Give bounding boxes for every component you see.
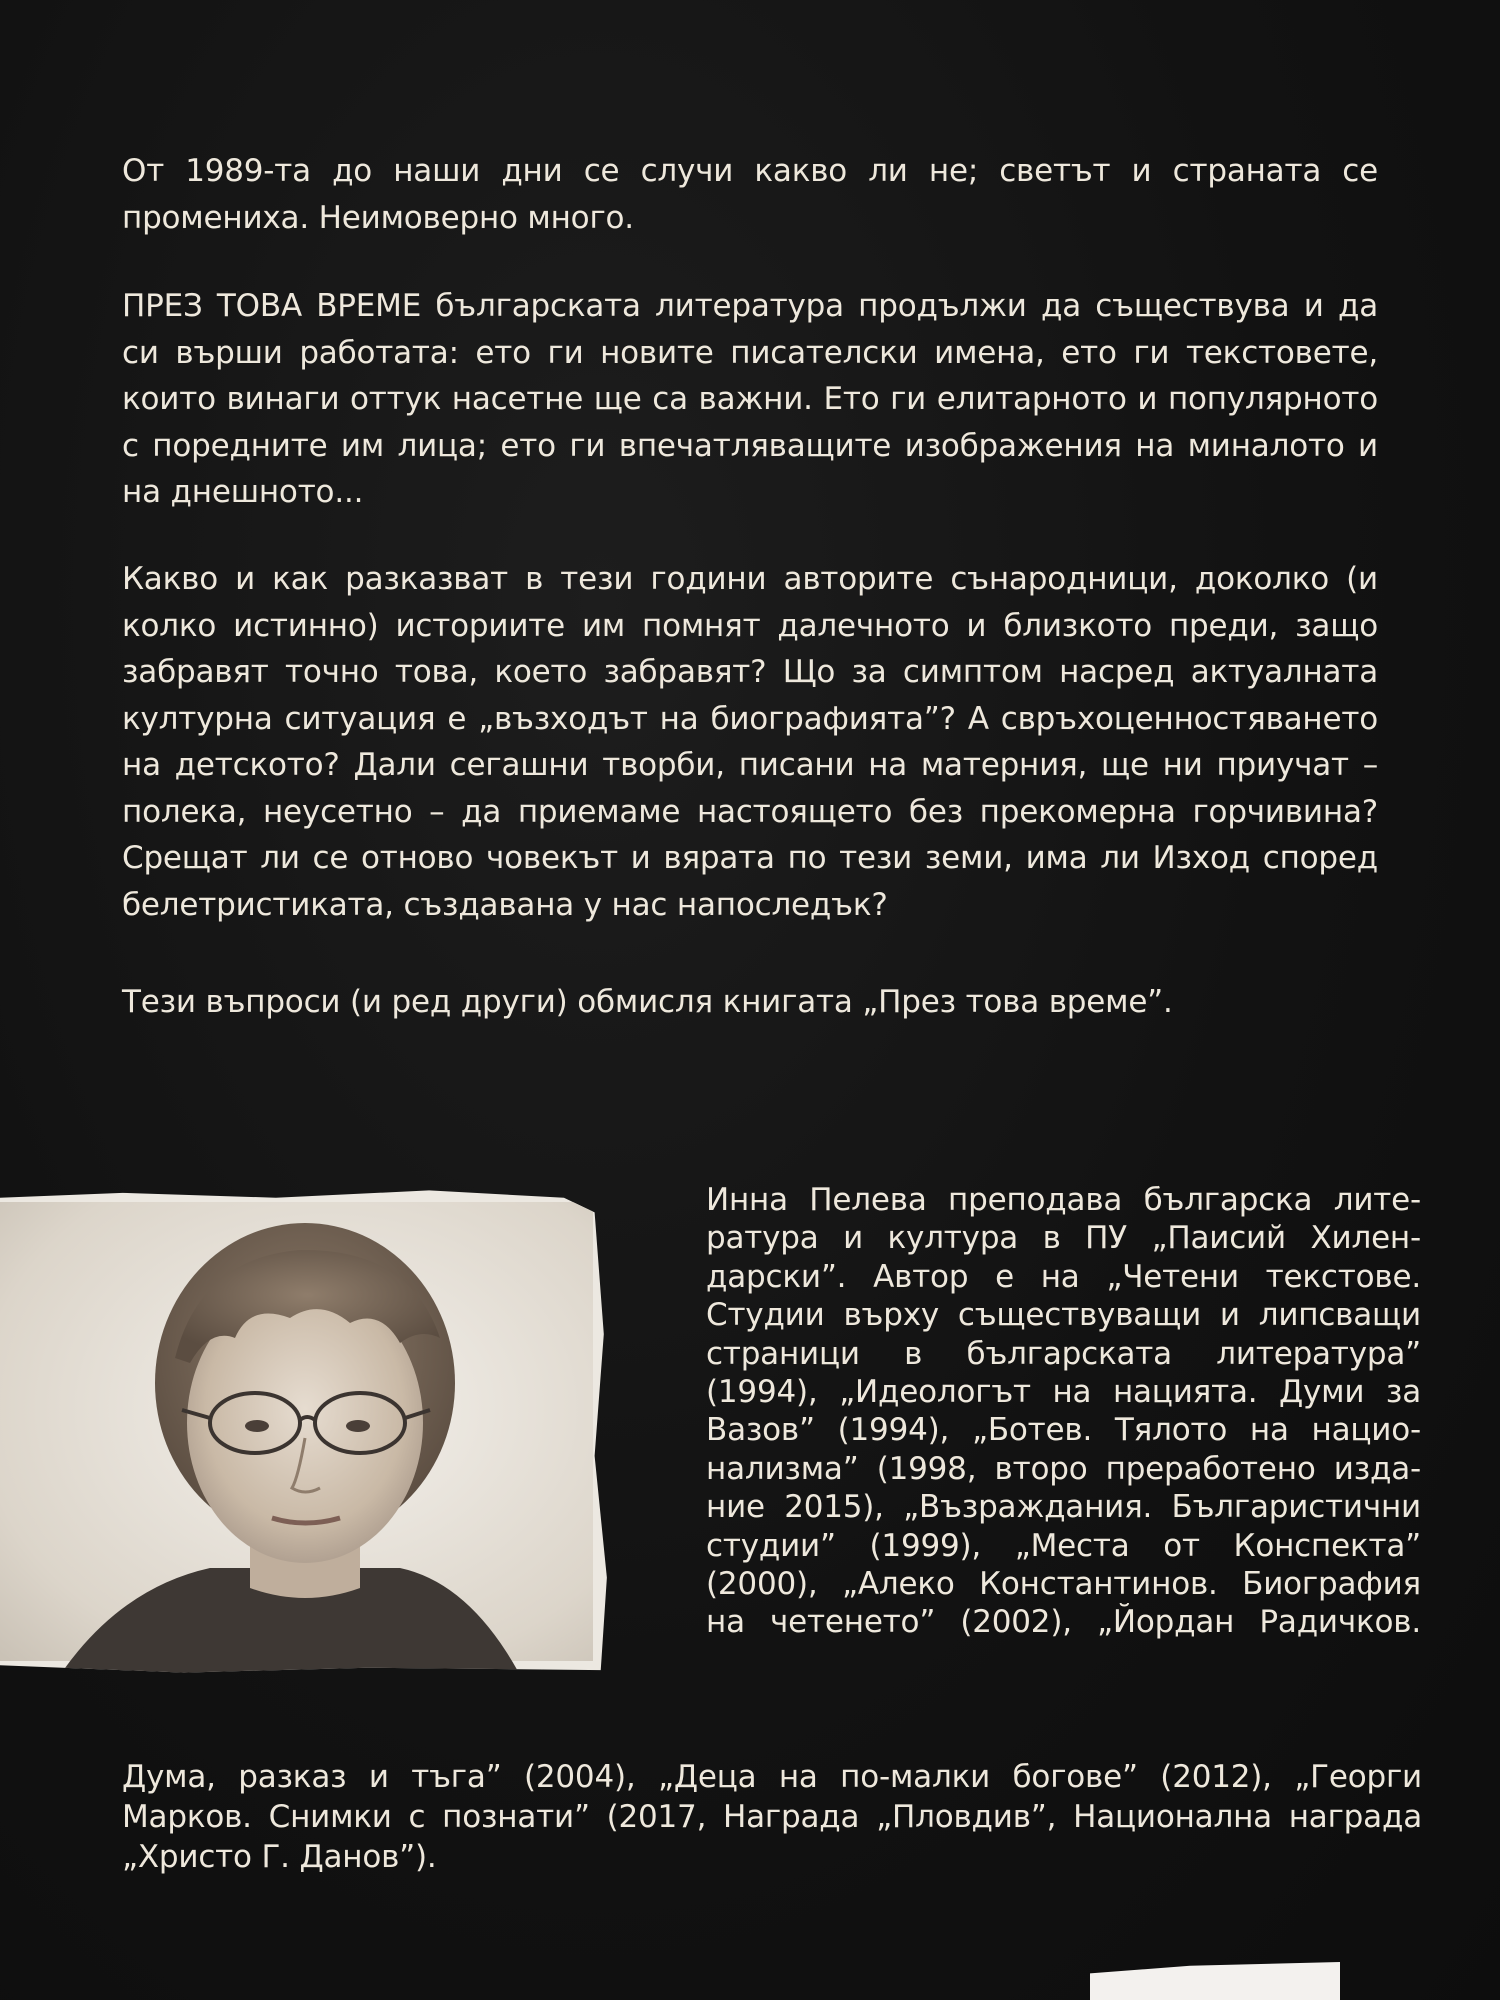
second-paragraph-text: българската литература продължи да съществува и да си върши работата: ето ги новите писателски имена, ето ги текстовете, които винаги оттук насетне ще са важни. Ето ги елитарното и популярното с поредните им лица; ето ги впечатляващите изображения на миналото и на днешното...: [122, 288, 1378, 510]
bio-line: нализма” (1998, второ преработено изда-: [706, 1450, 1421, 1487]
bio-line: дарски”. Автор е на „Четени текстове.: [706, 1258, 1421, 1295]
bio-line: на четенето” (2002), „Йордан Радичков.: [706, 1604, 1421, 1641]
closing-paragraph: [122, 979, 1378, 1026]
questions-paragraph: [122, 556, 1378, 928]
author-photo: [0, 1188, 613, 1675]
bio-line: Вазов” (1994), „Ботев. Тялото на нацио-: [706, 1412, 1421, 1449]
title-caps-lead: ПРЕЗ ТОВА ВРЕМЕ: [122, 288, 422, 324]
bio-line: (1994), „Идеологът на нацията. Думи за: [706, 1373, 1421, 1410]
author-portrait-illustration: [0, 1188, 613, 1675]
bio-line: (2000), „Алеко Константинов. Биография: [706, 1565, 1421, 1602]
bio-line: Инна Пелева преподава българска лите-: [706, 1182, 1421, 1218]
intro-paragraph: [122, 148, 1378, 241]
questions-text: Какво и как разказват в тези години авторите сънародници, доколко (и колко истинно) историите им помнят далечното и близкото преди, защо забравят точно това, което забравят? Що за симптом насред актуалната културна ситуация е „възходът на биографията”? А свръхоценностяването на детското? Дали сегашни творби, писани на матерния, ще ни приучат – полека, неусетно – да приемаме настоящето без прекомерна горчивина? Срещат ли се отново човекът и вярата по тези земи, има ли Изход според белетристиката, създавана у нас напоследък?: [122, 561, 1378, 923]
author-bio: [706, 1181, 1421, 1642]
closing-text: Тези въпроси (и ред други) обмисля книгата „През това време”.: [122, 984, 1173, 1020]
bio-line: Студии върху съществуващи и липсващи: [706, 1297, 1421, 1334]
intro-text: От 1989-та до наши дни се случи какво ли не; светът и страната се промениха. Неимоверно много.: [122, 153, 1378, 236]
bio-line: Дума, разказ и тъга” (2004), „Деца на по-малки богове” (2012), „Георги: [122, 1759, 1422, 1795]
bio-line: студии” (1999), „Места от Конспекта”: [706, 1527, 1421, 1564]
bio-line: Марков. Снимки с познати” (2017, Награда „Пловдив”, Национална награда: [122, 1799, 1422, 1835]
bio-line: ратура и култура в ПУ „Паисий Хилен-: [706, 1220, 1421, 1257]
bio-line: страници в българската литература”: [706, 1335, 1421, 1372]
author-bio-continued: [122, 1757, 1422, 1877]
bio-line: „Христо Г. Данов”).: [122, 1839, 437, 1875]
torn-paper-corner: [1090, 1962, 1340, 2000]
second-paragraph: [122, 283, 1378, 516]
bio-line: ние 2015), „Възраждания. Българистични: [706, 1489, 1421, 1526]
